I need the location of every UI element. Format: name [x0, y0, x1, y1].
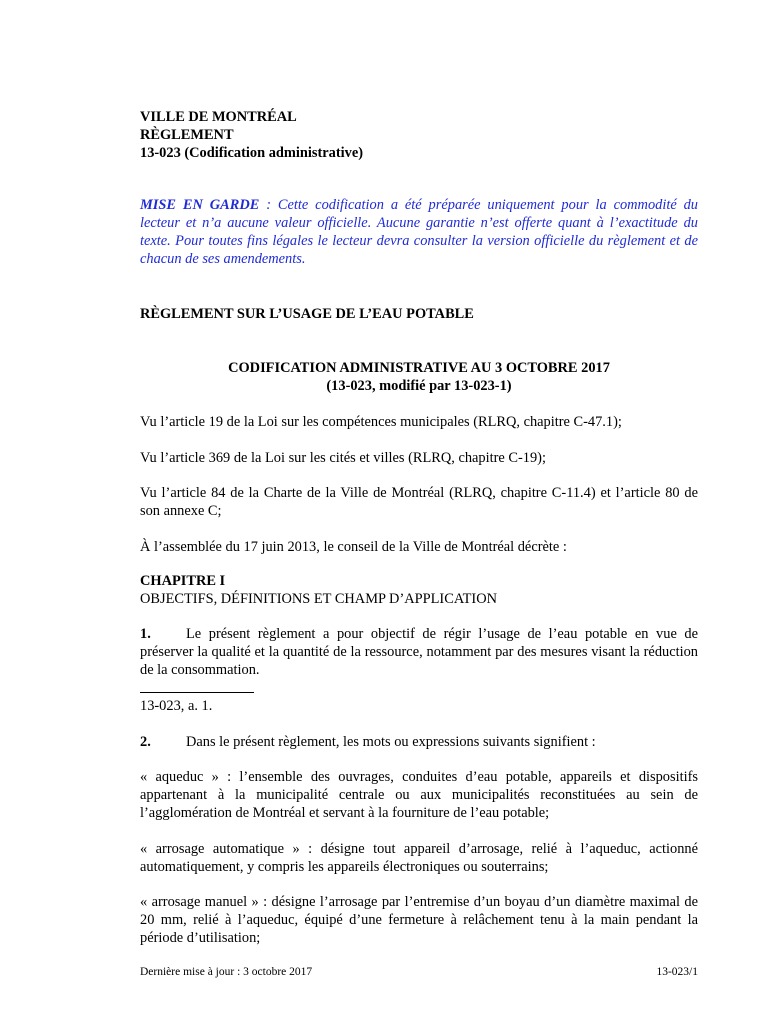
- chapter-heading: [140, 572, 698, 608]
- warning-text: : Cette codification a été préparée uniquement pour la commodité du lecteur et n’a aucune valeur officielle. Aucune garantie n’est offerte quant à l’exactitude du texte. Pour toutes fins légales le lecteur devra consulter la version officielle du règlement et de chacun de ses amendements.: [140, 197, 699, 267]
- codification-amendments: (13-023, modifié par 13-023-1): [326, 378, 512, 394]
- consideration-paragraph: Vu l’article 19 de la Loi sur les compétences municipales (RLRQ, chapitre C-47.1);: [140, 414, 622, 430]
- article-source: 13-023, a. 1.: [140, 698, 213, 714]
- page-number: 13-023/1: [656, 966, 698, 978]
- last-updated: Dernière mise à jour : 3 octobre 2017: [140, 966, 313, 978]
- article-2: [140, 733, 698, 751]
- article-text: Le présent règlement a pour objectif de régir l’usage de l’eau potable en vue de préserver la qualité et la quantité de la ressource, notamment par des mesures visant la réduction de la consommation.: [140, 626, 698, 678]
- article-number: 1.: [140, 626, 151, 642]
- consideration-paragraph: Vu l’article 369 de la Loi sur les cités et villes (RLRQ, chapitre C-19);: [140, 450, 546, 466]
- page-footer: [140, 965, 698, 979]
- codification-heading: [140, 359, 698, 395]
- definition-paragraph: « arrosage manuel » : désigne l’arrosage par l’entremise d’un boyau d’un diamètre maximal de 20 mm, relié à l’aqueduc, équipé d’une fermeture à relâchement tenu à la main pendant la période d’utilisation;: [140, 894, 698, 946]
- document-header: [140, 108, 698, 162]
- article-number: 2.: [140, 734, 151, 750]
- article-text: Dans le présent règlement, les mots ou expressions suivants signifient :: [186, 734, 596, 750]
- bylaw-number: 13-023 (Codification administrative): [140, 145, 364, 161]
- warning-label: MISE EN GARDE: [140, 197, 260, 213]
- document-type: RÈGLEMENT: [140, 127, 234, 143]
- chapter-label: CHAPITRE I: [140, 573, 226, 589]
- source-divider: [140, 692, 254, 693]
- warning-notice: [140, 196, 698, 268]
- decree-paragraph: À l’assemblée du 17 juin 2013, le conseil de la Ville de Montréal décrète :: [140, 539, 567, 555]
- codification-date: CODIFICATION ADMINISTRATIVE AU 3 OCTOBRE 2017: [228, 360, 610, 376]
- chapter-title: OBJECTIFS, DÉFINITIONS ET CHAMP D’APPLICATION: [140, 591, 497, 607]
- consideration-paragraph: Vu l’article 84 de la Charte de la Ville de Montréal (RLRQ, chapitre C-11.4) et l’article 80 de son annexe C;: [140, 485, 698, 519]
- definition-paragraph: « aqueduc » : l’ensemble des ouvrages, conduites d’eau potable, appareils et dispositifs appartenant à la municipalité centrale ou aux municipalités reconstituées au sein de l’agglomération de Montréal et servant à la fourniture de l’eau potable;: [140, 769, 698, 821]
- definition-paragraph: « arrosage automatique » : désigne tout appareil d’arrosage, relié à l’aqueduc, actionné automatiquement, y compris les appareils électroniques ou souterrains;: [140, 841, 698, 875]
- article-1: [140, 625, 698, 679]
- city-name: VILLE DE MONTRÉAL: [140, 109, 297, 125]
- bylaw-title: RÈGLEMENT SUR L’USAGE DE L’EAU POTABLE: [140, 306, 474, 322]
